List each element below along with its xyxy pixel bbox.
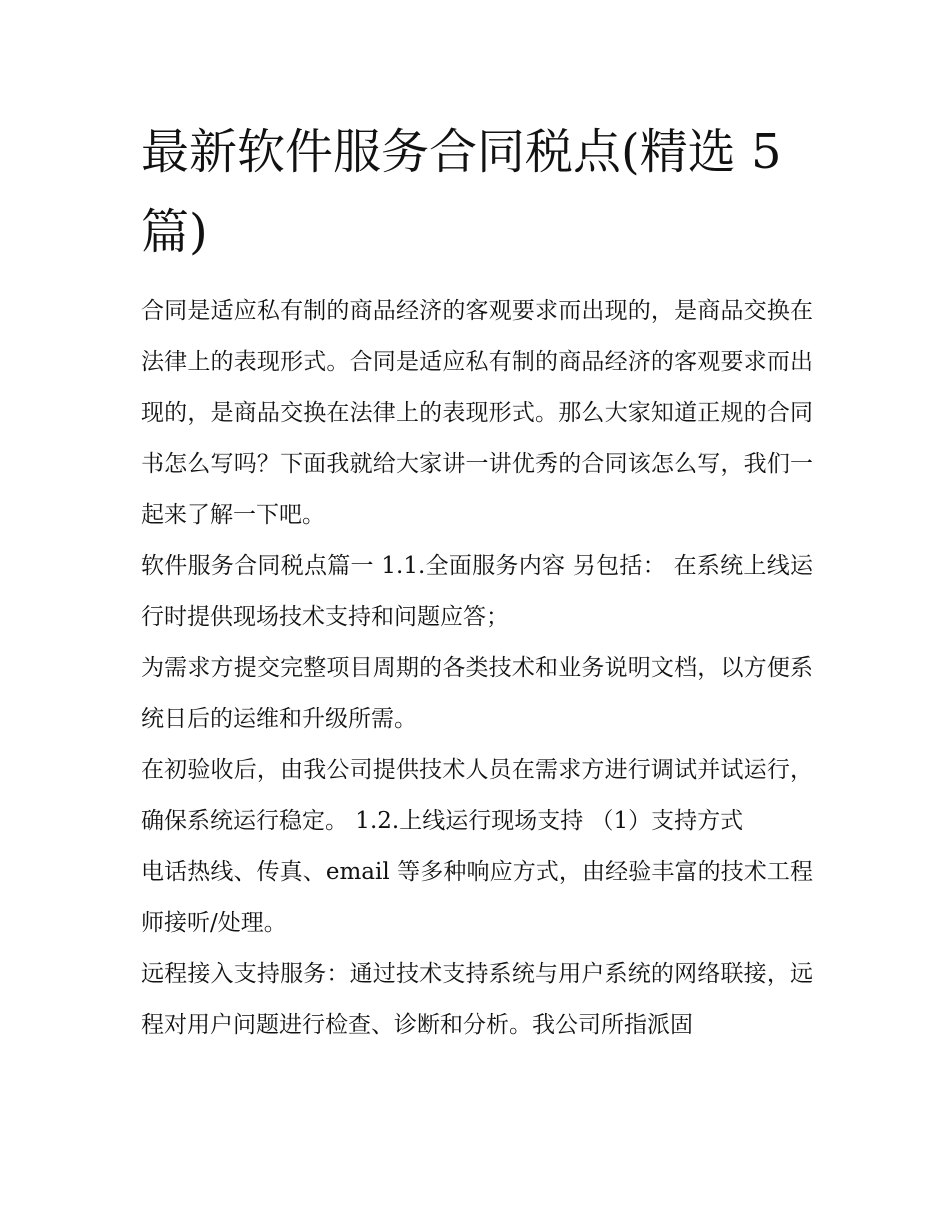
paragraph-documentation: 为需求方提交完整项目周期的各类技术和业务说明文档，以方便系统日后的运维和升级所需。 [141,655,813,732]
paragraph-intro: 合同是适应私有制的商品经济的客观要求而出现的，是商品交换在法律上的表现形式。合同是适应私有制的商品经济的客观要求而出现的，是商品交换在法律上的表现形式。那么大家知道正规的合同书怎么写吗？下面我就给大家讲一讲优秀的合同该怎么写，我们一起来了解一下吧。 [141,298,813,528]
paragraph-acceptance: 在初验收后，由我公司提供技术人员在需求方进行调试并试运行，确保系统运行稳定。 1.2.上线运行现场支持 （1）支持方式 [141,757,813,834]
document-title: 最新软件服务合同税点(精选 5篇) [141,124,782,260]
paragraph-hotline: 电话热线、传真、email 等多种响应方式，由经验丰富的技术工程师接听/处理。 [141,859,813,936]
paragraph-remote-support: 远程接入支持服务：通过技术支持系统与用户系统的网络联接，远程对用户问题进行检查、诊断和分析。我公司所指派固 [141,961,813,1038]
paragraph-section-1: 软件服务合同税点篇一 1.1.全面服务内容 另包括： 在系统上线运行时提供现场技术支持和问题应答； [141,553,813,630]
document-page [141,112,813,1051]
